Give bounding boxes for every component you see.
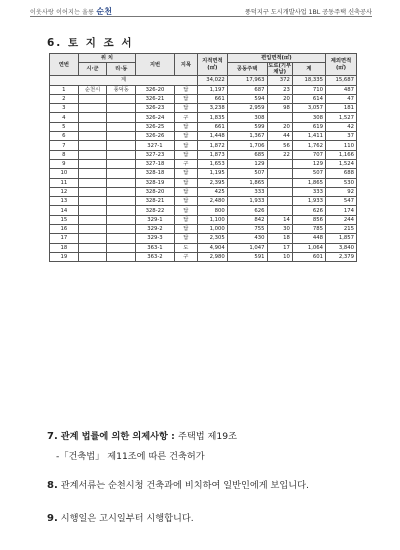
- row-road: 98: [267, 104, 292, 113]
- row-excluded: 92: [326, 187, 357, 196]
- row-sum: 710: [292, 85, 325, 94]
- col-header-lot: 지번: [136, 54, 175, 76]
- row-village: [107, 206, 136, 215]
- table-row: [50, 197, 357, 206]
- row-category: 답: [174, 234, 197, 243]
- row-excluded: 181: [326, 104, 357, 113]
- row-city: [78, 94, 107, 103]
- row-village: [107, 150, 136, 159]
- row-area: 2,395: [197, 178, 227, 187]
- row-sum: 129: [292, 159, 325, 168]
- row-apartment: 591: [227, 252, 267, 261]
- row-apartment: 687: [227, 85, 267, 94]
- row-lot: 326-24: [136, 113, 175, 122]
- row-area: 425: [197, 187, 227, 196]
- row-lot: 363-2: [136, 252, 175, 261]
- row-seq: 18: [50, 243, 79, 252]
- row-area: 1,872: [197, 141, 227, 150]
- col-header-excluded: 제외면적(㎡): [326, 54, 357, 76]
- row-sum: 619: [292, 122, 325, 131]
- row-road: 44: [267, 132, 292, 141]
- section-number: 6.: [47, 37, 63, 49]
- row-road: [267, 169, 292, 178]
- row-village: [107, 94, 136, 103]
- row-village: [107, 234, 136, 243]
- row-lot: 326-21: [136, 94, 175, 103]
- table-row: [50, 187, 357, 196]
- table-row: [50, 178, 357, 187]
- row-excluded: 487: [326, 85, 357, 94]
- row-category: 답: [174, 85, 197, 94]
- row-apartment: 1,865: [227, 178, 267, 187]
- row-sum: 308: [292, 113, 325, 122]
- table-row: [50, 243, 357, 252]
- col-header-road: 도로(기부채납): [268, 63, 292, 76]
- row-category: 답: [174, 178, 197, 187]
- row-seq: 19: [50, 252, 79, 261]
- row-village: [107, 104, 136, 113]
- row-lot: 328-20: [136, 187, 175, 196]
- row-road: [267, 197, 292, 206]
- col-header-village: 리·동: [107, 63, 136, 76]
- row-lot: 328-22: [136, 206, 175, 215]
- row-area: 800: [197, 206, 227, 215]
- row-city: [78, 104, 107, 113]
- row-area: 1,448: [197, 132, 227, 141]
- row-road: 20: [267, 94, 292, 103]
- row-area: 2,980: [197, 252, 227, 261]
- table-row: [50, 225, 357, 234]
- col-header-apartment: 공동주택: [227, 63, 267, 76]
- logo-prefix: 이웃사랑 이어지는 울릉: [30, 9, 95, 16]
- row-seq: 6: [50, 132, 79, 141]
- row-excluded: 1,524: [326, 159, 357, 168]
- row-city: [78, 132, 107, 141]
- row-road: [267, 206, 292, 215]
- row-lot: 329-1: [136, 215, 175, 224]
- table-row: [50, 215, 357, 224]
- row-road: 56: [267, 141, 292, 150]
- row-village: [107, 187, 136, 196]
- table-row: [50, 85, 357, 94]
- row-sum: 626: [292, 206, 325, 215]
- row-area: 1,100: [197, 215, 227, 224]
- row-road: 30: [267, 225, 292, 234]
- row-village: [107, 141, 136, 150]
- row-apartment: 1,047: [227, 243, 267, 252]
- row-sum: 1,064: [292, 243, 325, 252]
- logo-main: 순천: [96, 6, 113, 16]
- row-excluded: 3,840: [326, 243, 357, 252]
- row-category: 답: [174, 150, 197, 159]
- row-apartment: 755: [227, 225, 267, 234]
- row-excluded: 42: [326, 122, 357, 131]
- row-city: [78, 122, 107, 131]
- row-seq: 12: [50, 187, 79, 196]
- row-seq: 3: [50, 104, 79, 113]
- row-sum: 507: [292, 169, 325, 178]
- item-7-text: 주택법 제19조: [178, 431, 237, 442]
- row-road: [267, 178, 292, 187]
- table-row: [50, 252, 357, 261]
- row-apartment: 308: [227, 113, 267, 122]
- total-road: 372: [267, 76, 292, 85]
- row-area: 1,873: [197, 150, 227, 159]
- row-city: 순천시: [78, 85, 107, 94]
- table-row: [50, 234, 357, 243]
- row-apartment: 1,367: [227, 132, 267, 141]
- row-excluded: 1,166: [326, 150, 357, 159]
- col-header-category: 지목: [174, 54, 197, 76]
- row-city: [78, 178, 107, 187]
- item-7-title: 관계 법률에 의한 의제사항: [60, 431, 168, 442]
- row-road: [267, 159, 292, 168]
- header-title: 풍덕지구 도시개발사업 1BL 공동주택 신축공사: [244, 9, 372, 16]
- row-sum: 601: [292, 252, 325, 261]
- row-village: [107, 225, 136, 234]
- row-excluded: 37: [326, 132, 357, 141]
- item-9-text: 시행일은 고시일부터 시행합니다.: [60, 513, 194, 524]
- row-city: [78, 215, 107, 224]
- row-excluded: 2,379: [326, 252, 357, 261]
- table-total-row: [50, 76, 357, 85]
- total-label: 계: [50, 76, 198, 85]
- row-category: 구: [174, 113, 197, 122]
- row-city: [78, 141, 107, 150]
- row-lot: 326-20: [136, 85, 175, 94]
- col-header-city: 시·군: [78, 63, 107, 76]
- row-category: 답: [174, 197, 197, 206]
- row-apartment: 1,933: [227, 197, 267, 206]
- row-category: 답: [174, 132, 197, 141]
- item-8-number: 8.: [47, 480, 58, 491]
- row-seq: 4: [50, 113, 79, 122]
- row-seq: 2: [50, 94, 79, 103]
- row-sum: 1,411: [292, 132, 325, 141]
- row-village: [107, 178, 136, 187]
- row-area: 1,197: [197, 85, 227, 94]
- row-excluded: 174: [326, 206, 357, 215]
- row-area: 2,305: [197, 234, 227, 243]
- row-sum: 448: [292, 234, 325, 243]
- row-village: [107, 243, 136, 252]
- item-7-colon: :: [167, 431, 178, 442]
- row-village: [107, 122, 136, 131]
- row-apartment: 333: [227, 187, 267, 196]
- row-sum: 614: [292, 94, 325, 103]
- row-city: [78, 159, 107, 168]
- row-excluded: 530: [326, 178, 357, 187]
- table-row: [50, 150, 357, 159]
- row-sum: 333: [292, 187, 325, 196]
- row-road: 20: [267, 122, 292, 131]
- row-city: [78, 234, 107, 243]
- row-city: [78, 169, 107, 178]
- row-lot: 329-3: [136, 234, 175, 243]
- row-category: 답: [174, 141, 197, 150]
- row-road: 14: [267, 215, 292, 224]
- table-row: [50, 132, 357, 141]
- row-excluded: 547: [326, 197, 357, 206]
- row-apartment: 2,959: [227, 104, 267, 113]
- row-seq: 8: [50, 150, 79, 159]
- section-title: [47, 35, 134, 50]
- row-village: [107, 132, 136, 141]
- total-apartment: 17,963: [227, 76, 267, 85]
- row-sum: 707: [292, 150, 325, 159]
- table-row: [50, 113, 357, 122]
- row-sum: 1,762: [292, 141, 325, 150]
- header-divider: [30, 16, 372, 17]
- row-road: 10: [267, 252, 292, 261]
- land-survey-table: [49, 53, 357, 262]
- row-lot: 329-2: [136, 225, 175, 234]
- item-8-text: 관계서류는 순천시청 건축과에 비치하여 일반인에게 보입니다.: [60, 480, 309, 491]
- item-7-number: 7.: [47, 431, 58, 442]
- row-sum: 1,933: [292, 197, 325, 206]
- row-village: [107, 252, 136, 261]
- row-city: [78, 187, 107, 196]
- row-area: 661: [197, 122, 227, 131]
- row-apartment: 626: [227, 206, 267, 215]
- row-road: 17: [267, 243, 292, 252]
- row-category: 답: [174, 169, 197, 178]
- item-7: [47, 431, 237, 443]
- row-sum: 856: [292, 215, 325, 224]
- row-excluded: 47: [326, 94, 357, 103]
- total-area: 34,022: [197, 76, 227, 85]
- row-lot: 328-19: [136, 178, 175, 187]
- row-area: 3,238: [197, 104, 227, 113]
- table-row: [50, 206, 357, 215]
- section-heading: 토 지 조 서: [67, 37, 134, 49]
- row-lot: 326-23: [136, 104, 175, 113]
- row-category: 답: [174, 225, 197, 234]
- row-seq: 1: [50, 85, 79, 94]
- row-category: 답: [174, 187, 197, 196]
- row-village: [107, 113, 136, 122]
- row-category: 답: [174, 215, 197, 224]
- row-village: [107, 169, 136, 178]
- row-excluded: 215: [326, 225, 357, 234]
- row-excluded: 1,527: [326, 113, 357, 122]
- table-row: [50, 159, 357, 168]
- row-city: [78, 206, 107, 215]
- table-row: [50, 141, 357, 150]
- row-area: 661: [197, 94, 227, 103]
- col-header-area: 지적면적(㎡): [197, 54, 227, 76]
- row-road: 22: [267, 150, 292, 159]
- item-7-subitem: -「건축법」 제11조에 따른 건축허가: [56, 451, 205, 462]
- row-sum: 785: [292, 225, 325, 234]
- col-header-incorporated: 편입면적(㎡): [227, 54, 325, 63]
- row-city: [78, 225, 107, 234]
- row-apartment: 842: [227, 215, 267, 224]
- row-area: 1,835: [197, 113, 227, 122]
- row-excluded: 244: [326, 215, 357, 224]
- total-sum: 18,335: [292, 76, 325, 85]
- row-seq: 14: [50, 206, 79, 215]
- row-apartment: 599: [227, 122, 267, 131]
- row-road: 18: [267, 234, 292, 243]
- row-lot: 328-21: [136, 197, 175, 206]
- row-lot: 327-1: [136, 141, 175, 150]
- row-seq: 15: [50, 215, 79, 224]
- row-lot: 327-18: [136, 159, 175, 168]
- row-village: [107, 159, 136, 168]
- row-apartment: 129: [227, 159, 267, 168]
- row-category: 답: [174, 206, 197, 215]
- col-header-location: 위 치: [78, 54, 135, 63]
- row-excluded: 110: [326, 141, 357, 150]
- row-apartment: 430: [227, 234, 267, 243]
- row-category: 답: [174, 104, 197, 113]
- col-header-seq: 연번: [50, 54, 79, 76]
- item-8: [47, 480, 309, 492]
- row-category: 구: [174, 252, 197, 261]
- row-apartment: 594: [227, 94, 267, 103]
- row-road: 23: [267, 85, 292, 94]
- row-lot: 326-26: [136, 132, 175, 141]
- row-lot: 327-23: [136, 150, 175, 159]
- item-9-number: 9.: [47, 513, 58, 524]
- row-area: 1,000: [197, 225, 227, 234]
- table-row: [50, 169, 357, 178]
- row-lot: 326-25: [136, 122, 175, 131]
- row-sum: 3,057: [292, 104, 325, 113]
- row-area: 4,904: [197, 243, 227, 252]
- row-category: 답: [174, 122, 197, 131]
- row-seq: 13: [50, 197, 79, 206]
- row-area: 1,653: [197, 159, 227, 168]
- row-sum: 1,865: [292, 178, 325, 187]
- row-village: 풍덕동: [107, 85, 136, 94]
- row-seq: 5: [50, 122, 79, 131]
- row-lot: 363-1: [136, 243, 175, 252]
- row-category: 도: [174, 243, 197, 252]
- col-header-sum: 계: [292, 63, 325, 76]
- row-city: [78, 243, 107, 252]
- row-apartment: 685: [227, 150, 267, 159]
- row-seq: 17: [50, 234, 79, 243]
- row-city: [78, 150, 107, 159]
- row-village: [107, 215, 136, 224]
- row-city: [78, 113, 107, 122]
- row-seq: 7: [50, 141, 79, 150]
- row-city: [78, 197, 107, 206]
- row-area: 1,195: [197, 169, 227, 178]
- row-village: [107, 197, 136, 206]
- row-road: [267, 113, 292, 122]
- item-9: [47, 513, 194, 525]
- row-apartment: 1,706: [227, 141, 267, 150]
- row-lot: 328-18: [136, 169, 175, 178]
- table-row: [50, 122, 357, 131]
- row-area: 2,480: [197, 197, 227, 206]
- total-excluded: 15,687: [326, 76, 357, 85]
- row-city: [78, 252, 107, 261]
- row-seq: 11: [50, 178, 79, 187]
- row-excluded: 1,857: [326, 234, 357, 243]
- row-excluded: 688: [326, 169, 357, 178]
- row-seq: 16: [50, 225, 79, 234]
- row-seq: 9: [50, 159, 79, 168]
- row-category: 답: [174, 94, 197, 103]
- table-row: [50, 94, 357, 103]
- row-category: 구: [174, 159, 197, 168]
- row-apartment: 507: [227, 169, 267, 178]
- table-row: [50, 104, 357, 113]
- row-seq: 10: [50, 169, 79, 178]
- row-road: [267, 187, 292, 196]
